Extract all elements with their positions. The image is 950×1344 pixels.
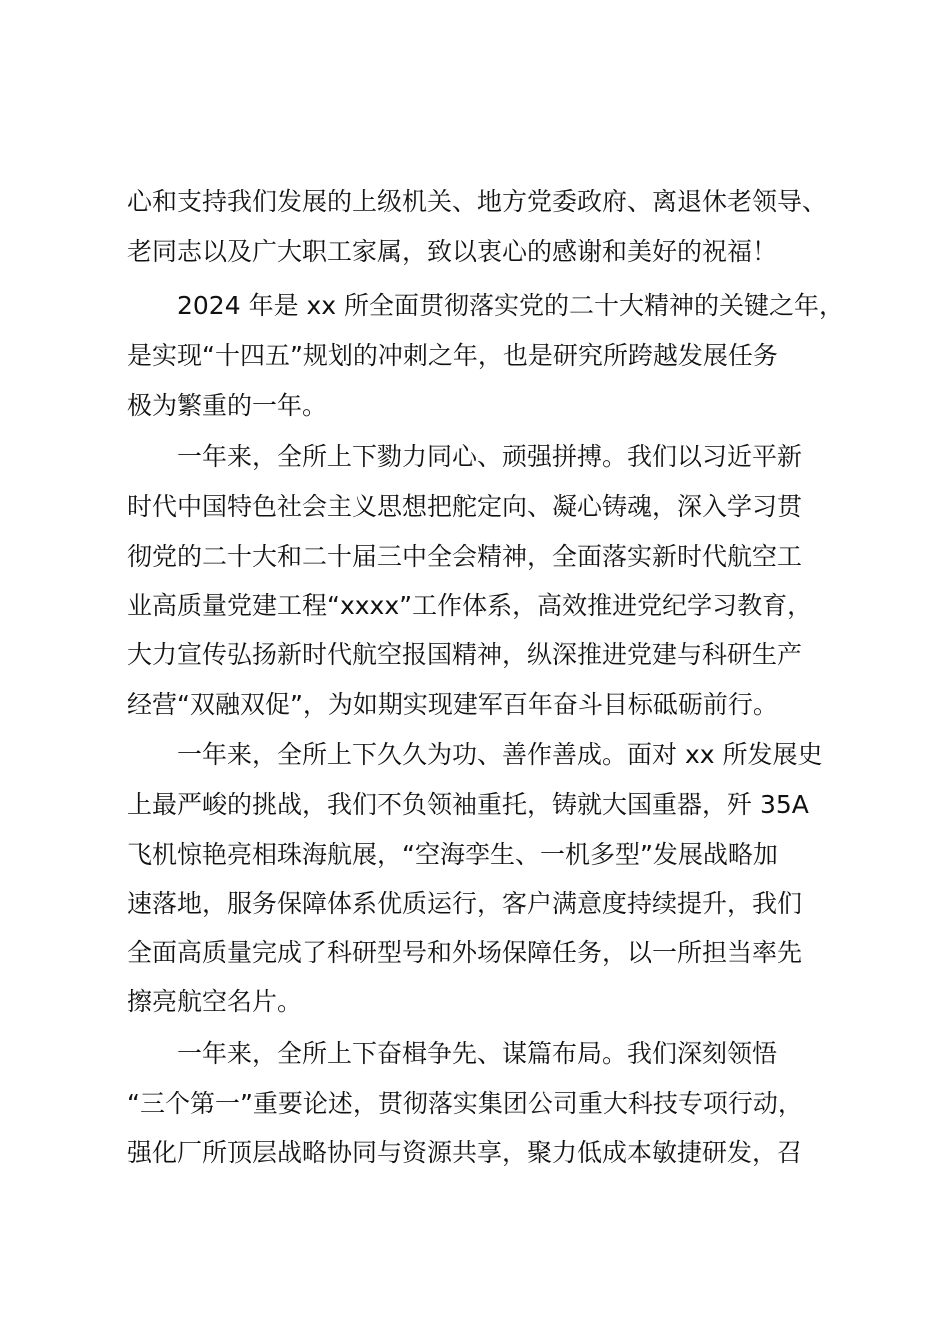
text-line: 是实现“十四五”规划的冲刺之年，也是研究所跨越发展任务 [127,341,778,370]
text-line: “三个第一”重要论述，贯彻落实集团公司重大科技专项行动， [127,1089,803,1118]
text-line: 飞机惊艳亮相珠海航展，“空海孪生、一机多型”发展战略加 [127,840,778,869]
text-line: 速落地，服务保障体系优质运行，客户满意度持续提升，我们 [127,889,803,918]
text-line: 擦亮航空名片。 [127,987,303,1016]
paragraph-first-line: 一年来，全所上下奋楫争先、谋篇布局。我们深刻领悟 [177,1039,778,1068]
text-line: 时代中国特色社会主义思想把舵定向、凝心铸魂，深入学习贯 [127,492,803,521]
text-line: 经营“双融双促”，为如期实现建军百年奋斗目标砥砺前行。 [127,690,778,719]
text-line: 老同志以及广大职工家属，致以衷心的感谢和美好的祝福！ [127,237,778,266]
paragraph-first-line: 一年来，全所上下勠力同心、顽强拼搏。我们以习近平新 [177,442,803,471]
text-line: 大力宣传弘扬新时代航空报国精神，纵深推进党建与科研生产 [127,640,803,669]
paragraph-first-line: 2024 年是 xx 所全面贯彻落实党的二十大精神的关键之年， [177,291,845,320]
text-line: 彻党的二十大和二十届三中全会精神，全面落实新时代航空工 [127,542,803,571]
text-line: 心和支持我们发展的上级机关、地方党委政府、离退休老领导、 [127,187,828,216]
text-line: 全面高质量完成了科研型号和外场保障任务，以一所担当率先 [127,938,803,967]
text-line: 上最严峻的挑战，我们不负领袖重托，铸就大国重器，歼 35A [127,790,809,819]
text-line: 业高质量党建工程“xxxx”工作体系，高效推进党纪学习教育， [127,591,813,620]
text-line: 强化厂所顶层战略协同与资源共享，聚力低成本敏捷研发，召 [127,1138,803,1167]
text-line: 极为繁重的一年。 [127,391,328,420]
paragraph-first-line: 一年来，全所上下久久为功、善作善成。面对 xx 所发展史 [177,740,823,769]
